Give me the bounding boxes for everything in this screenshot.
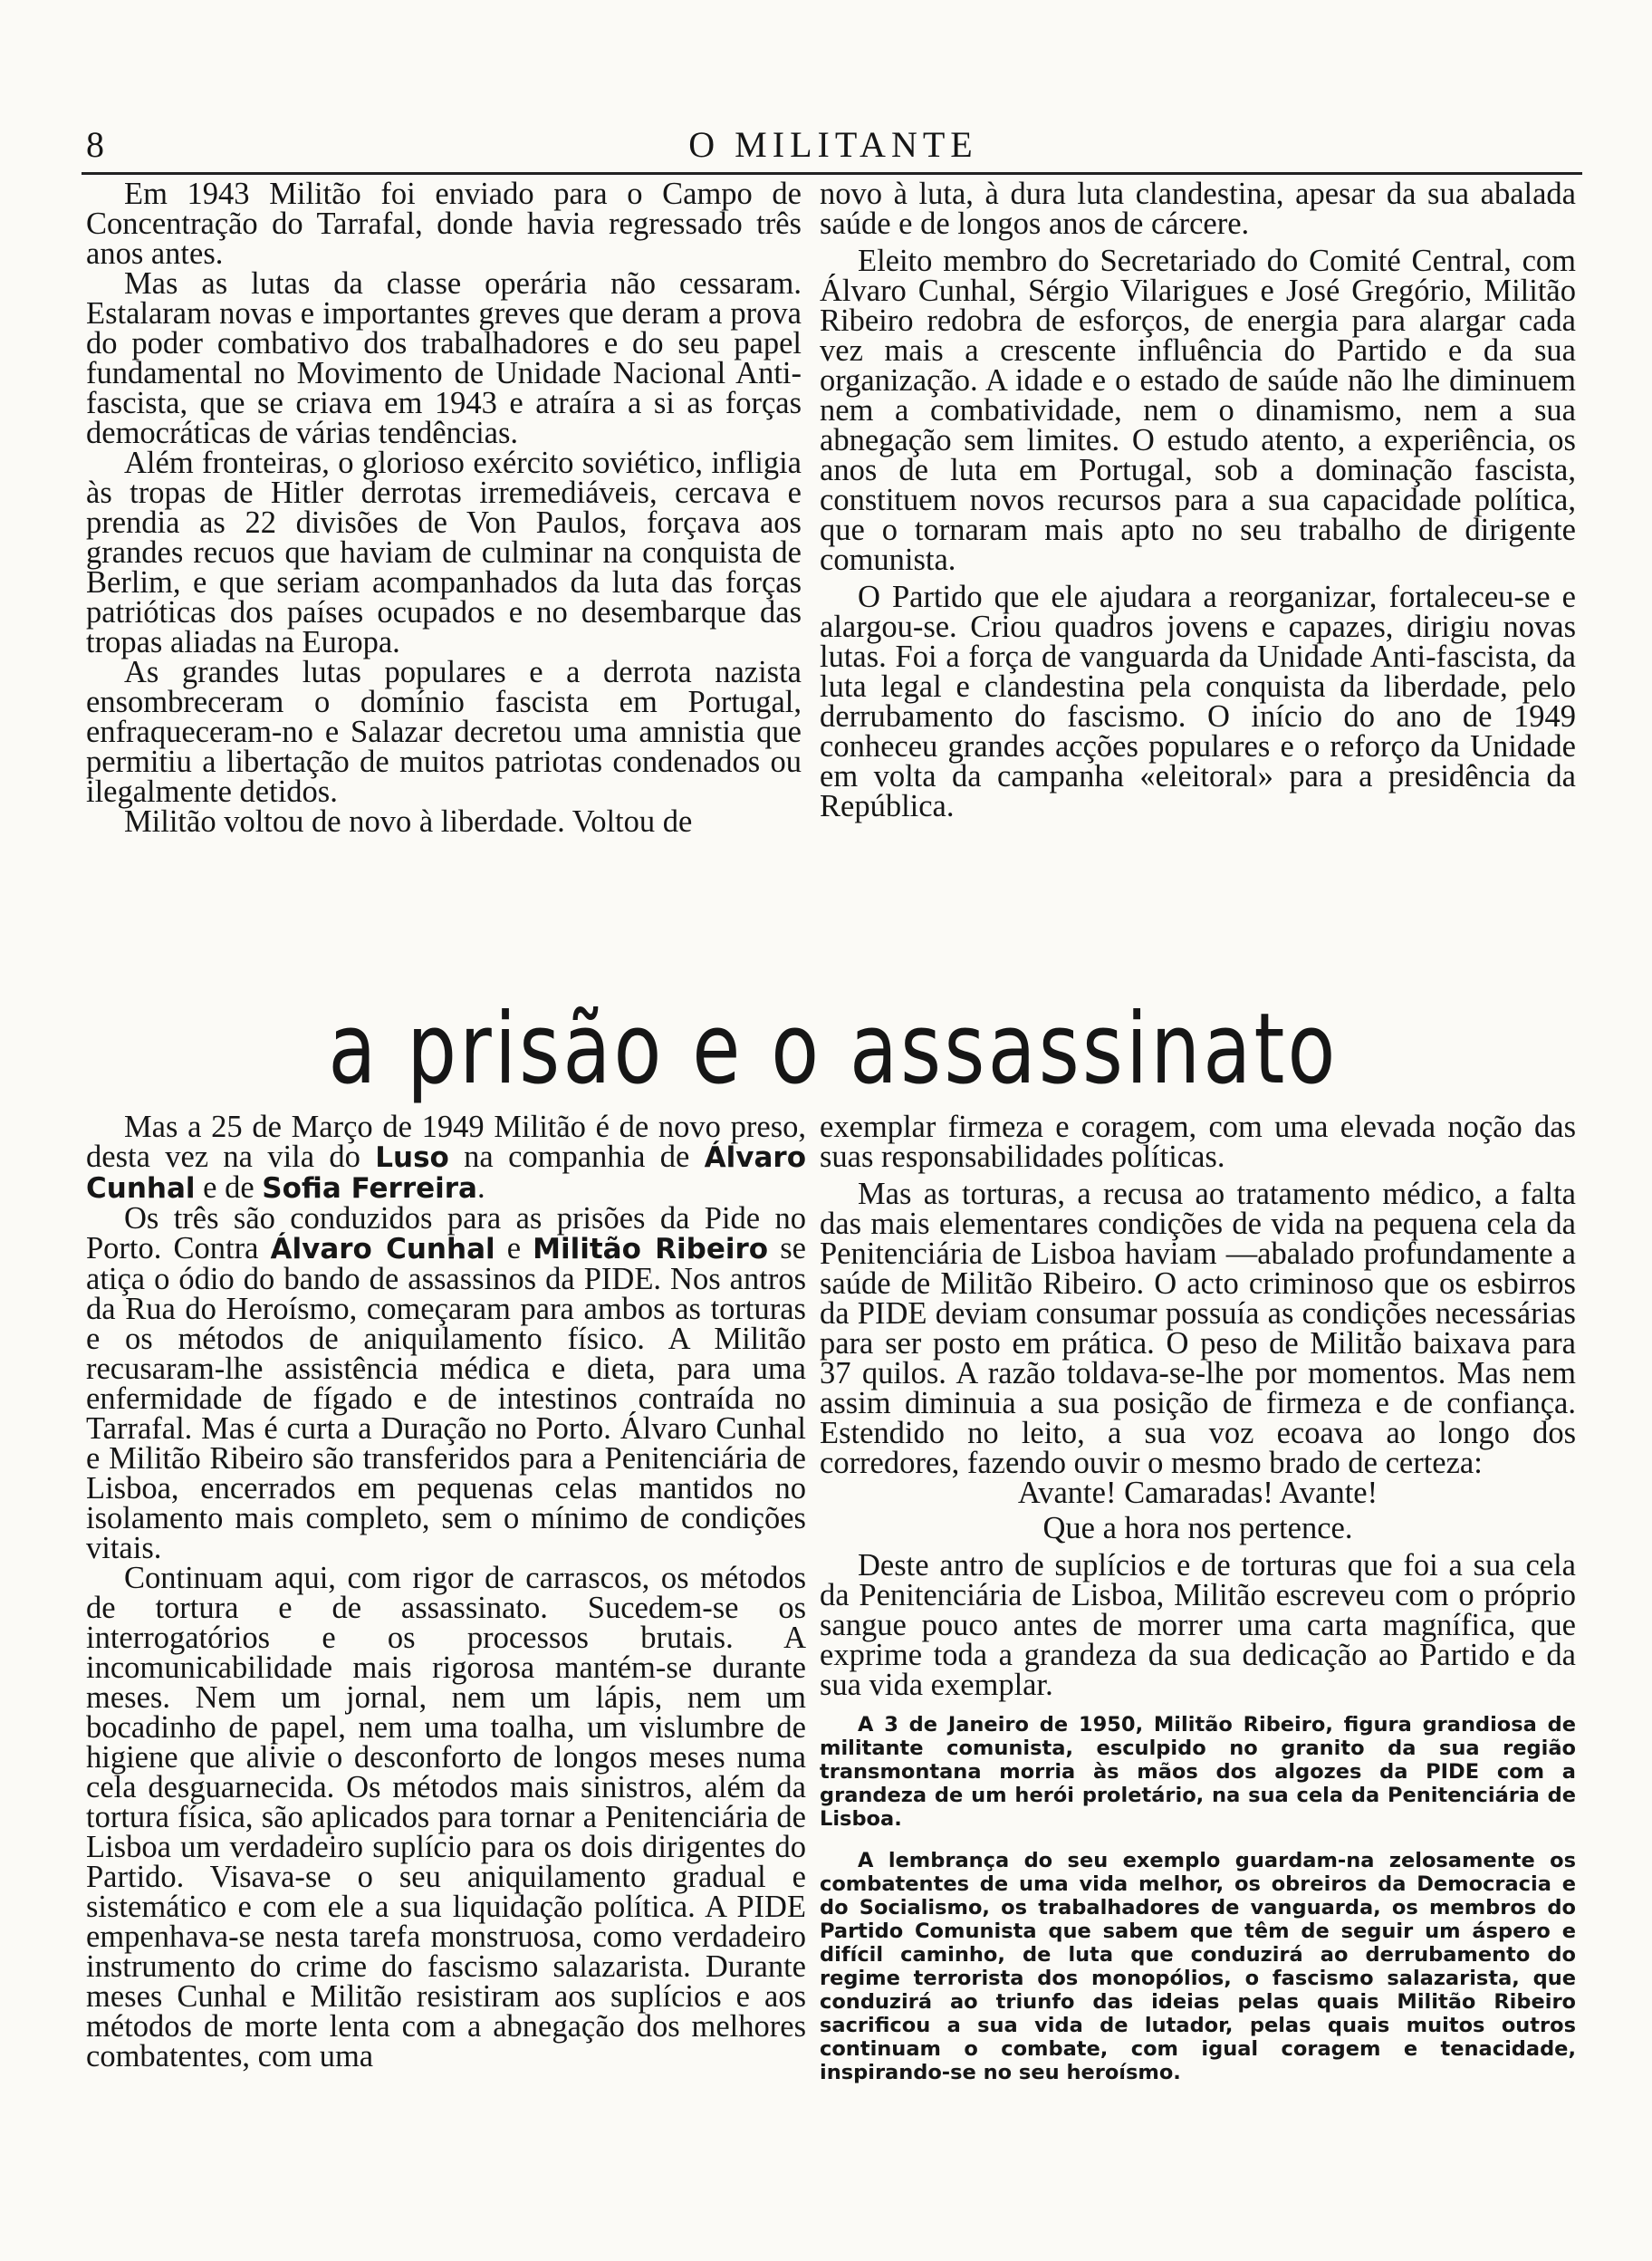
- paragraph: Mas as torturas, a recusa ao tratamento médico, a falta das mais elementares condições de vida na pequena cela da Penitenciária de Lisboa haviam —abalado profundamente a saúde de Militão Ribeiro. O acto criminoso que os esbirros da PIDE deviam consumar possuía as condições necessárias para ser posto em prática. O peso de Militão baixava para 37 quilos. A razão toldava-se-lhe por momentos. Mas nem assim diminuia a sua posição de firmeza e de confiança. Estendido no leito, a sua voz ecoava ao longo dos corredores, fazendo ouvir o mesmo brado de certeza:: [820, 1177, 1576, 1480]
- paragraph: Os três são conduzidos para as prisões da Pide no Porto. Contra Álvaro Cunhal e Militão Ribeiro se atiça o ódio do bando de assassinos da PIDE. Nos antros da Rua do Heroísmo, começaram para ambos as torturas e os métodos de aniquilamento físico. A Militão recusaram-lhe assistência médica e dieta, para uma enfermidade de fígado e de intestinos contraída no Tarrafal. Mas é curta a Duração no Porto. Álvaro Cunhal e Militão Ribeiro são transferidos para a Penitenciária de Lisboa, encerrados em pequenas celas mantidos no isolamento mais completo, sem o mínimo de condições vitais.: [86, 1201, 806, 1565]
- header-rule: [82, 172, 1582, 175]
- place-name: Luso: [375, 1141, 449, 1174]
- verse-line: Avante! Camaradas! Avante!: [1017, 1476, 1378, 1510]
- bottom-right-column: [820, 1112, 1576, 2084]
- paragraph: Continuam aqui, com rigor de carrascos, os métodos de tortura e de assassinato. Sucedem-se os interrogatórios e os processos brutais. A incomunicabilidade mais rigorosa mantém-se durante meses. Nem um jornal, nem um lápis, nem um bocadinho de papel, nem uma toalha, um vislumbre de higiene que alivie o desconforto de longos meses numa cela desguarnecida. Os métodos mais sinistros, além da tortura física, são aplicados para tornar a Penitenciária de Lisboa um verdadeiro suplício para os dois dirigentes do Partido. Visava-se o seu aniquilamento gradual e sistemático e com ele a sua liquidação política. A PIDE empenhava-se nesta tarefa monstruosa, como verdadeiro instrumento do crime do fascismo salazarista. Durante meses Cunhal e Militão resistiram aos suplícios e aos métodos de morte lenta com a abnegação dos melhores combatentes, com uma: [86, 1561, 806, 2073]
- person-name: Álvaro Cunhal: [86, 1141, 807, 1205]
- person-name: Militão Ribeiro: [533, 1233, 769, 1265]
- top-left-column: [86, 179, 802, 837]
- paragraph: Militão voltou de novo à liberdade. Voltou de: [124, 804, 693, 839]
- top-right-column: [820, 179, 1576, 822]
- paragraph: O Partido que ele ajudara a reorganizar, fortaleceu-se e alargou-se. Criou quadros jovens e capazes, dirigiu novas lutas. Foi a força de vanguarda da Unidade Anti-fascista, da luta legal e clandestina pela conquista da liberdade, pelo derrubamento do fascismo. O início do ano de 1949 conheceu grandes acções populares e o reforço da Unidade em volta da campanha «eleitoral» para a presidência da República.: [820, 580, 1576, 823]
- page-number: 8: [86, 124, 104, 165]
- paragraph: Deste antro de suplícios e de torturas que foi a sua cela da Penitenciária de Lisboa, Militão escreveu com o próprio sangue pouco antes de morrer uma carta magnífica, que exprime toda a grandeza da sua dedicação ao Partido e da sua vida exemplar.: [820, 1548, 1576, 1702]
- verse-line: Que a hora nos pertence.: [1042, 1511, 1353, 1545]
- page-header: [86, 120, 1580, 168]
- paragraph: Mas as lutas da classe operária não cessaram. Estalaram novas e importantes greves que deram a prova do poder combativo dos trabalhadores e do seu papel fundamental no Movimento de Unidade Nacional Anti-fascista, que se criava em 1943 e atraíra a si as forças democráticas de várias tendências.: [86, 266, 802, 450]
- paragraph: exemplar firmeza e coragem, com uma elevada noção das suas responsabilidades políticas.: [820, 1110, 1576, 1174]
- paragraph: Eleito membro do Secretariado do Comité Central, com Álvaro Cunhal, Sérgio Vilarigues e José Gregório, Militão Ribeiro redobra de esforços, de energia para alargar cada vez mais a crescente influência do Partido e da sua organização. A idade e o estado de saúde não lhe diminuem nem a combatividade, nem o dinamismo, nem a sua abnegação sem limites. O estudo atento, a experiência, os anos de luta em Portugal, sob a dominação fascista, constituem novos recursos para a sua capacidade política, que o tornaram mais apto no seu trabalho de dirigente comunista.: [820, 244, 1576, 577]
- bottom-left-column: [86, 1112, 806, 2072]
- running-title: O MILITANTE: [688, 124, 978, 165]
- paragraph: Além fronteiras, o glorioso exército soviético, infligia às tropas de Hitler derrotas irremediáveis, cercava e prendia as 22 divisões de Von Paulos, forçava aos grandes recuos que haviam de culminar na conquista de Berlim, e que seriam acompanhados da luta das forças patrióticas dos países ocupados e no desembarque das tropas aliadas na Europa.: [86, 446, 802, 659]
- paragraph: Mas a 25 de Março de 1949 Militão é de novo preso, desta vez na vila do Luso na companhia de Álvaro Cunhal e de Sofia Ferreira.: [86, 1110, 807, 1205]
- closing-note: A lembrança do seu exemplo guardam-na zelosamente os combatentes de uma vida melhor, os obreiros da Democracia e do Socialismo, os trabalhadores de vanguarda, os membros do Partido Comunista que sabem que têm de seguir um áspero e difícil caminho, de luta que conduzirá ao derrubamento do regime terrorista dos monopólios, o fascismo salazarista, que conduzirá ao triunfo das ideias pelas quais Militão Ribeiro sacrificou a sua vida de lutador, pelas quais muitos outros continuam o combate, com igual coragem e tenacidade, inspirando-se no seu heroísmo.: [820, 1849, 1576, 2084]
- paragraph: As grandes lutas populares e a derrota nazista ensombreceram o domínio fascista em Portugal, enfraqueceram-no e Salazar decretou uma amnistia que permitiu a libertação de muitos patriotas condenados ou ilegalmente detidos.: [86, 655, 802, 809]
- closing-note: A 3 de Janeiro de 1950, Militão Ribeiro, figura grandiosa de militante comunista, esculpido no granito da sua região transmontana morria às mãos dos algozes da PIDE com a grandeza de um herói proletário, na sua cela da Penitenciária de Lisboa.: [820, 1713, 1576, 1831]
- paragraph: novo à luta, à dura luta clandestina, apesar da sua abalada saúde e de longos anos de cárcere.: [820, 177, 1576, 241]
- person-name: Álvaro Cunhal: [270, 1233, 495, 1265]
- person-name: Sofia Ferreira: [262, 1172, 477, 1205]
- paragraph: Em 1943 Militão foi enviado para o Campo de Concentração do Tarrafal, donde havia regressado três anos antes.: [86, 177, 802, 271]
- section-heading: a prisão e o assassinato: [328, 993, 1339, 1106]
